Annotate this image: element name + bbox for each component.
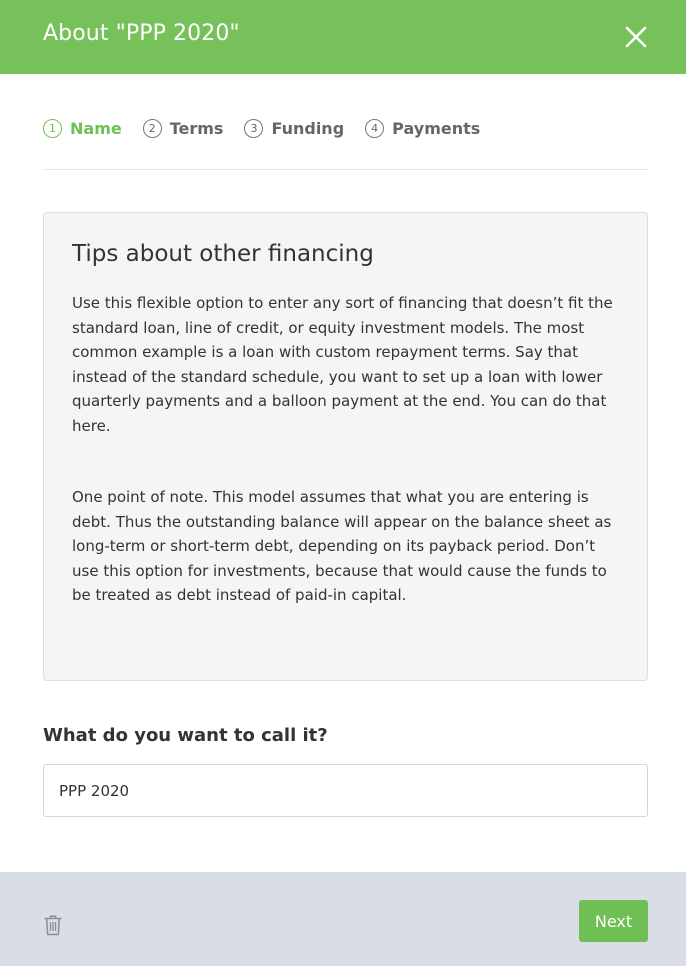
step-label: Terms — [169, 118, 224, 138]
step-terms[interactable] — [143, 119, 224, 138]
dialog-header — [0, 0, 686, 74]
tips-paragraph: One point of note. This model assumes that what you are entering is debt. Thus the outstanding balance will appear on the balance sheet as long-term or short-term debt, depending on its payback period. Don’t use this option for investments, because that would cause the funds to be treated as debt instead of paid-in capital. — [72, 488, 612, 604]
dialog-footer — [0, 872, 686, 966]
dialog-title: About "PPP 2020" — [43, 21, 240, 46]
step-payments[interactable] — [365, 119, 480, 138]
tips-paragraph: Use this flexible option to enter any sort of financing that doesn’t fit the standard loan, line of credit, or equity investment models. The most common example is a loan with custom repayment terms. Say that instead of the standard schedule, you want to set up a loan with lower quarterly payments and a balloon payment at the end. You can do that here. — [72, 294, 613, 435]
trash-icon[interactable] — [44, 914, 62, 936]
name-input[interactable] — [43, 764, 648, 817]
step-number: 4 — [365, 119, 384, 138]
wizard-steps — [43, 115, 501, 141]
next-button[interactable]: Next — [579, 900, 648, 942]
step-label: Payments — [392, 118, 481, 138]
name-field-label: What do you want to call it? — [43, 725, 328, 746]
tips-panel — [43, 212, 648, 681]
step-name[interactable] — [43, 119, 122, 138]
step-label: Funding — [271, 118, 345, 138]
tips-title: Tips about other financing — [72, 241, 374, 267]
step-funding[interactable] — [244, 119, 344, 138]
step-number: 1 — [43, 119, 62, 138]
step-number: 2 — [143, 119, 162, 138]
step-label: Name — [70, 118, 122, 138]
steps-divider — [43, 169, 648, 170]
close-icon[interactable] — [622, 23, 650, 51]
step-number: 3 — [244, 119, 263, 138]
